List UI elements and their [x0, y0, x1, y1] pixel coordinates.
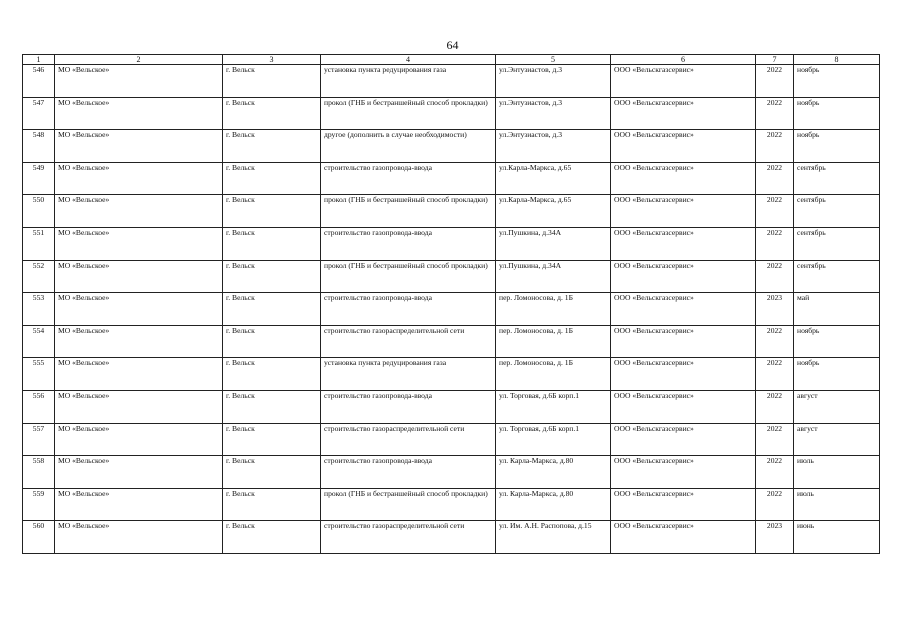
- table-row: [23, 130, 880, 163]
- table-row: [23, 162, 880, 195]
- row-number: 547: [23, 97, 55, 130]
- row-number: 560: [23, 521, 55, 554]
- page-number: 64: [446, 38, 459, 52]
- month-cell: сентябрь: [794, 227, 880, 260]
- work-type-cell: строительство газопровода-ввода: [321, 390, 496, 423]
- row-number: 550: [23, 195, 55, 228]
- column-number: 6: [611, 55, 756, 65]
- work-type-cell: строительство газопровода-ввода: [321, 162, 496, 195]
- organization-cell: ООО «Вельскгазсервис»: [611, 97, 756, 130]
- address-cell: пер. Ломоносова, д. 1Б: [496, 358, 611, 391]
- row-number: 556: [23, 390, 55, 423]
- city-cell: г. Вельск: [223, 97, 321, 130]
- work-type-cell: другое (дополнить в случае необходимости): [321, 130, 496, 163]
- city-cell: г. Вельск: [223, 162, 321, 195]
- municipality-cell: МО «Вельское»: [55, 423, 223, 456]
- table-row: [23, 325, 880, 358]
- municipality-cell: МО «Вельское»: [55, 130, 223, 163]
- work-type-cell: прокол (ГНБ и бестраншейный способ прокладки): [321, 260, 496, 293]
- work-type-cell: строительство газораспределительной сети: [321, 521, 496, 554]
- city-cell: г. Вельск: [223, 325, 321, 358]
- column-number: 1: [23, 55, 55, 65]
- row-number: 559: [23, 488, 55, 521]
- work-type-cell: строительство газораспределительной сети: [321, 423, 496, 456]
- year-cell: 2022: [756, 97, 794, 130]
- work-type-cell: прокол (ГНБ и бестраншейный способ прокладки): [321, 97, 496, 130]
- year-cell: 2023: [756, 293, 794, 326]
- year-cell: 2022: [756, 130, 794, 163]
- column-number: 2: [55, 55, 223, 65]
- row-number: 557: [23, 423, 55, 456]
- works-table: [22, 54, 880, 554]
- address-cell: ул.Карла-Маркса, д.65: [496, 162, 611, 195]
- organization-cell: ООО «Вельскгазсервис»: [611, 423, 756, 456]
- city-cell: г. Вельск: [223, 195, 321, 228]
- table-row: [23, 521, 880, 554]
- year-cell: 2022: [756, 325, 794, 358]
- row-number: 558: [23, 456, 55, 489]
- year-cell: 2022: [756, 358, 794, 391]
- city-cell: г. Вельск: [223, 227, 321, 260]
- organization-cell: ООО «Вельскгазсервис»: [611, 390, 756, 423]
- column-number: 5: [496, 55, 611, 65]
- municipality-cell: МО «Вельское»: [55, 260, 223, 293]
- month-cell: ноябрь: [794, 65, 880, 98]
- month-cell: ноябрь: [794, 325, 880, 358]
- organization-cell: ООО «Вельскгазсервис»: [611, 65, 756, 98]
- month-cell: ноябрь: [794, 97, 880, 130]
- organization-cell: ООО «Вельскгазсервис»: [611, 162, 756, 195]
- row-number: 553: [23, 293, 55, 326]
- year-cell: 2022: [756, 227, 794, 260]
- table-row: [23, 390, 880, 423]
- municipality-cell: МО «Вельское»: [55, 65, 223, 98]
- municipality-cell: МО «Вельское»: [55, 456, 223, 489]
- municipality-cell: МО «Вельское»: [55, 162, 223, 195]
- row-number: 551: [23, 227, 55, 260]
- column-number: 7: [756, 55, 794, 65]
- month-cell: июнь: [794, 521, 880, 554]
- month-cell: август: [794, 423, 880, 456]
- row-number: 552: [23, 260, 55, 293]
- organization-cell: ООО «Вельскгазсервис»: [611, 293, 756, 326]
- month-cell: сентябрь: [794, 195, 880, 228]
- municipality-cell: МО «Вельское»: [55, 325, 223, 358]
- row-number: 555: [23, 358, 55, 391]
- year-cell: 2022: [756, 65, 794, 98]
- city-cell: г. Вельск: [223, 260, 321, 293]
- column-number: 8: [794, 55, 880, 65]
- work-type-cell: строительство газораспределительной сети: [321, 325, 496, 358]
- column-number: 4: [321, 55, 496, 65]
- month-cell: сентябрь: [794, 162, 880, 195]
- address-cell: ул. Карла-Маркса, д.80: [496, 488, 611, 521]
- organization-cell: ООО «Вельскгазсервис»: [611, 358, 756, 391]
- address-cell: ул. Торговая, д.6Б корп.1: [496, 423, 611, 456]
- month-cell: июль: [794, 488, 880, 521]
- address-cell: пер. Ломоносова, д. 1Б: [496, 325, 611, 358]
- address-cell: ул. Карла-Маркса, д.80: [496, 456, 611, 489]
- year-cell: 2022: [756, 423, 794, 456]
- work-type-cell: строительство газопровода-ввода: [321, 293, 496, 326]
- municipality-cell: МО «Вельское»: [55, 358, 223, 391]
- row-number: 548: [23, 130, 55, 163]
- table-row: [23, 488, 880, 521]
- table-row: [23, 456, 880, 489]
- table-row: [23, 65, 880, 98]
- month-cell: май: [794, 293, 880, 326]
- organization-cell: ООО «Вельскгазсервис»: [611, 260, 756, 293]
- work-type-cell: строительство газопровода-ввода: [321, 227, 496, 260]
- month-cell: ноябрь: [794, 358, 880, 391]
- address-cell: пер. Ломоносова, д. 1Б: [496, 293, 611, 326]
- municipality-cell: МО «Вельское»: [55, 195, 223, 228]
- year-cell: 2022: [756, 195, 794, 228]
- year-cell: 2023: [756, 521, 794, 554]
- work-type-cell: установка пункта редуцирования газа: [321, 358, 496, 391]
- address-cell: ул.Пушкина, д.34А: [496, 227, 611, 260]
- municipality-cell: МО «Вельское»: [55, 521, 223, 554]
- municipality-cell: МО «Вельское»: [55, 227, 223, 260]
- organization-cell: ООО «Вельскгазсервис»: [611, 325, 756, 358]
- city-cell: г. Вельск: [223, 456, 321, 489]
- work-type-cell: установка пункта редуцирования газа: [321, 65, 496, 98]
- address-cell: ул.Пушкина, д.34А: [496, 260, 611, 293]
- address-cell: ул.Энтузиастов, д.3: [496, 130, 611, 163]
- work-type-cell: прокол (ГНБ и бестраншейный способ прокладки): [321, 488, 496, 521]
- organization-cell: ООО «Вельскгазсервис»: [611, 195, 756, 228]
- row-number: 546: [23, 65, 55, 98]
- year-cell: 2022: [756, 260, 794, 293]
- organization-cell: ООО «Вельскгазсервис»: [611, 227, 756, 260]
- organization-cell: ООО «Вельскгазсервис»: [611, 488, 756, 521]
- municipality-cell: МО «Вельское»: [55, 390, 223, 423]
- municipality-cell: МО «Вельское»: [55, 97, 223, 130]
- city-cell: г. Вельск: [223, 488, 321, 521]
- year-cell: 2022: [756, 390, 794, 423]
- month-cell: ноябрь: [794, 130, 880, 163]
- table-row: [23, 423, 880, 456]
- table-row: [23, 260, 880, 293]
- work-type-cell: прокол (ГНБ и бестраншейный способ прокладки): [321, 195, 496, 228]
- table-row: [23, 97, 880, 130]
- address-cell: ул.Энтузиастов, д.3: [496, 97, 611, 130]
- city-cell: г. Вельск: [223, 521, 321, 554]
- row-number: 549: [23, 162, 55, 195]
- address-cell: ул. Им. А.Н. Распопова, д.15: [496, 521, 611, 554]
- municipality-cell: МО «Вельское»: [55, 488, 223, 521]
- municipality-cell: МО «Вельское»: [55, 293, 223, 326]
- city-cell: г. Вельск: [223, 65, 321, 98]
- city-cell: г. Вельск: [223, 130, 321, 163]
- address-cell: ул. Торговая, д.6Б корп.1: [496, 390, 611, 423]
- table-row: [23, 195, 880, 228]
- month-cell: август: [794, 390, 880, 423]
- year-cell: 2022: [756, 162, 794, 195]
- organization-cell: ООО «Вельскгазсервис»: [611, 130, 756, 163]
- month-cell: июль: [794, 456, 880, 489]
- address-cell: ул.Карла-Маркса, д.65: [496, 195, 611, 228]
- organization-cell: ООО «Вельскгазсервис»: [611, 521, 756, 554]
- table-row: [23, 358, 880, 391]
- organization-cell: ООО «Вельскгазсервис»: [611, 456, 756, 489]
- city-cell: г. Вельск: [223, 358, 321, 391]
- year-cell: 2022: [756, 456, 794, 489]
- work-type-cell: строительство газопровода-ввода: [321, 456, 496, 489]
- column-number: 3: [223, 55, 321, 65]
- column-number-row: [23, 55, 880, 65]
- address-cell: ул.Энтузиастов, д.3: [496, 65, 611, 98]
- table-row: [23, 293, 880, 326]
- table-row: [23, 227, 880, 260]
- month-cell: сентябрь: [794, 260, 880, 293]
- city-cell: г. Вельск: [223, 390, 321, 423]
- row-number: 554: [23, 325, 55, 358]
- city-cell: г. Вельск: [223, 293, 321, 326]
- year-cell: 2022: [756, 488, 794, 521]
- city-cell: г. Вельск: [223, 423, 321, 456]
